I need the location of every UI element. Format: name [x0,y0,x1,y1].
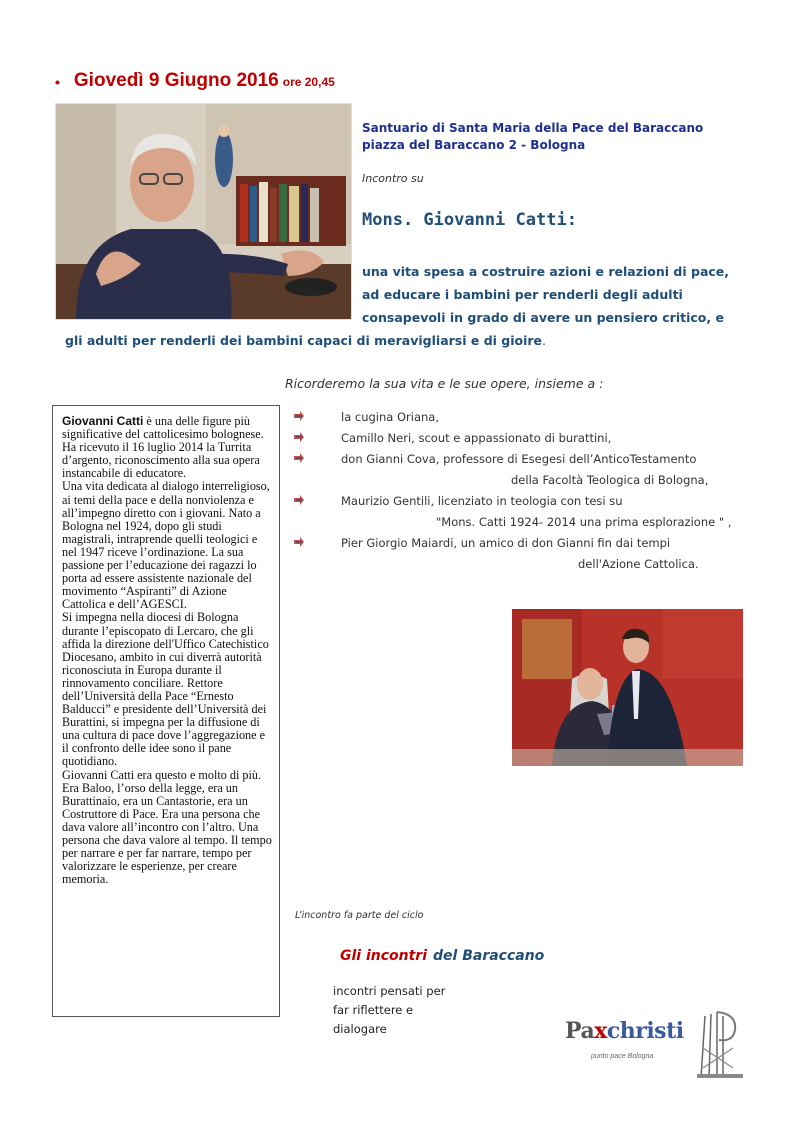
speaker-4-thesis: "Mons. Catti 1924- 2014 una prima esplorazione " , [436,515,732,529]
remember-intro: Ricorderemo la sua vita e le sue opere, insieme a : [285,376,604,391]
venue-address: piazza del Baraccano 2 - Bologna [362,138,586,152]
cycle-desc-line-3: dialogare [333,1022,387,1036]
award-illustration [512,609,743,766]
bullet-icon: • [55,73,60,90]
bio-paragraph-1-text: è una delle figure più significative del cattolicesimo bolognese. Ha ricevuto il 16 luglio 2014 la Turrita d’argento, riconoscimento alla sua opera instancabile di educatore. [62,414,264,481]
arrow-bullet-icon [294,453,304,463]
bio-paragraph-4: Giovanni Catti era questo e molto di più. Era Baloo, l’orso della legge, era un Burattinaio, era un Cantastorie, era un Costruttore di Pace. Era una persona che dava valore all’incontro con l’altro. Una persona che dava valore al tempo. Il tempo per narrare e per far narrare, tempo per valorizzare le esperienze, per creare memoria. [62,767,272,887]
subtitle-period: . [542,333,547,348]
subtitle-line-3: consapevoli in grado di avere un pensiero critico, e [362,310,724,325]
event-date: Giovedì 9 Giugno 2016 [73,70,279,91]
arrow-bullet-icon [294,432,304,442]
logo-text-b: christi [606,1018,684,1044]
cycle-desc-line-1: incontri pensati per [333,984,446,998]
portrait-illustration [56,104,351,319]
arrow-bullet-icon [294,495,304,505]
bio-paragraph-3: Si impegna nella diocesi di Bologna durante l’episcopato di Lercaro, che gli affida la direzione dell'Uffico Catechistico Diocesano, ambito in cui diverrà autorità riconosciuta in Europa durante il rinnovamento conciliare. Rettore dell’Università della Pace “Ernesto Balducci” e presidente dell’Università dei Burattini, si impegna per la diffusione di una cultura di pace dove l’aggregazione e il confronto delle idee sono il pane quotidiano. [62,610,269,769]
venue-name: Santuario di Santa Maria della Pace del Baraccano [362,121,704,135]
event-title: Mons. Giovanni Catti: [362,210,577,230]
speaker-3: don Gianni Cova, professore di Esegesi dell’AnticoTestamento [341,452,697,466]
speaker-5-detail: dell'Azione Cattolica. [578,557,699,571]
cycle-title-part-2: del Baraccano [433,948,545,964]
cycle-note: L’incontro fa parte del ciclo [295,910,424,921]
bio-paragraph-2: Una vita dedicata al dialogo interreligioso, ai temi della pace e della nonviolenza e all’impegno diretto con i giovani. Nato a Bologna nel 1924, dopo gli studi magistrali, intraprende quelli teologici e nel 1947 riceve l’ordinazione. La sua passione per l’educazione dei ragazzi lo porta ad essere assistente nazionale del movimento “Aspiranti” di Azione Cattolica e dell’AGESCI. [62,479,270,612]
logo-subtitle: punto pace Bologna [591,1053,654,1060]
subtitle-line-2: ad educare i bambini per renderli degli adulti [362,287,683,302]
speaker-3-affiliation: della Facoltà Teologica di Bologna, [511,473,709,487]
cycle-description [333,982,445,1039]
cycle-title-part-1: Gli incontri [340,948,428,964]
event-time: ore 20,45 [282,75,335,89]
subtitle-line-4 [65,333,546,348]
logo-wordmark [565,1018,684,1044]
speaker-5: Pier Giorgio Maiardi, un amico di don Gianni fin dai tempi [341,536,671,550]
biography-box [52,405,280,1017]
arrow-bullet-icon [294,537,304,547]
award-photo [512,609,743,766]
arrow-bullet-icon [294,411,304,421]
cycle-desc-line-2: far riflettere e [333,1003,414,1017]
speaker-4: Maurizio Gentili, licenziato in teologia con tesi su [341,494,623,508]
venue-block [362,120,762,154]
speaker-2: Camillo Neri, scout e appassionato di burattini, [341,431,612,445]
bio-name: Giovanni Catti [62,414,144,428]
chi-rho-icon [693,1008,747,1080]
cycle-title [340,948,544,964]
intro-label: Incontro su [362,172,424,185]
logo-text-x: x [594,1018,607,1044]
speakers-list [290,410,760,570]
event-date-header [55,70,335,92]
bio-paragraph-1 [62,415,273,480]
portrait-photo [55,103,352,320]
subtitle-line-1: una vita spesa a costruire azioni e relazioni di pace, [362,264,730,279]
logo-text-a: Pa [565,1018,595,1044]
subtitle-line-4-text: gli adulti per renderli dei bambini capaci di meravigliarsi e di gioire [65,333,543,348]
speaker-1: la cugina Oriana, [341,410,440,424]
pax-christi-logo [565,1008,747,1080]
